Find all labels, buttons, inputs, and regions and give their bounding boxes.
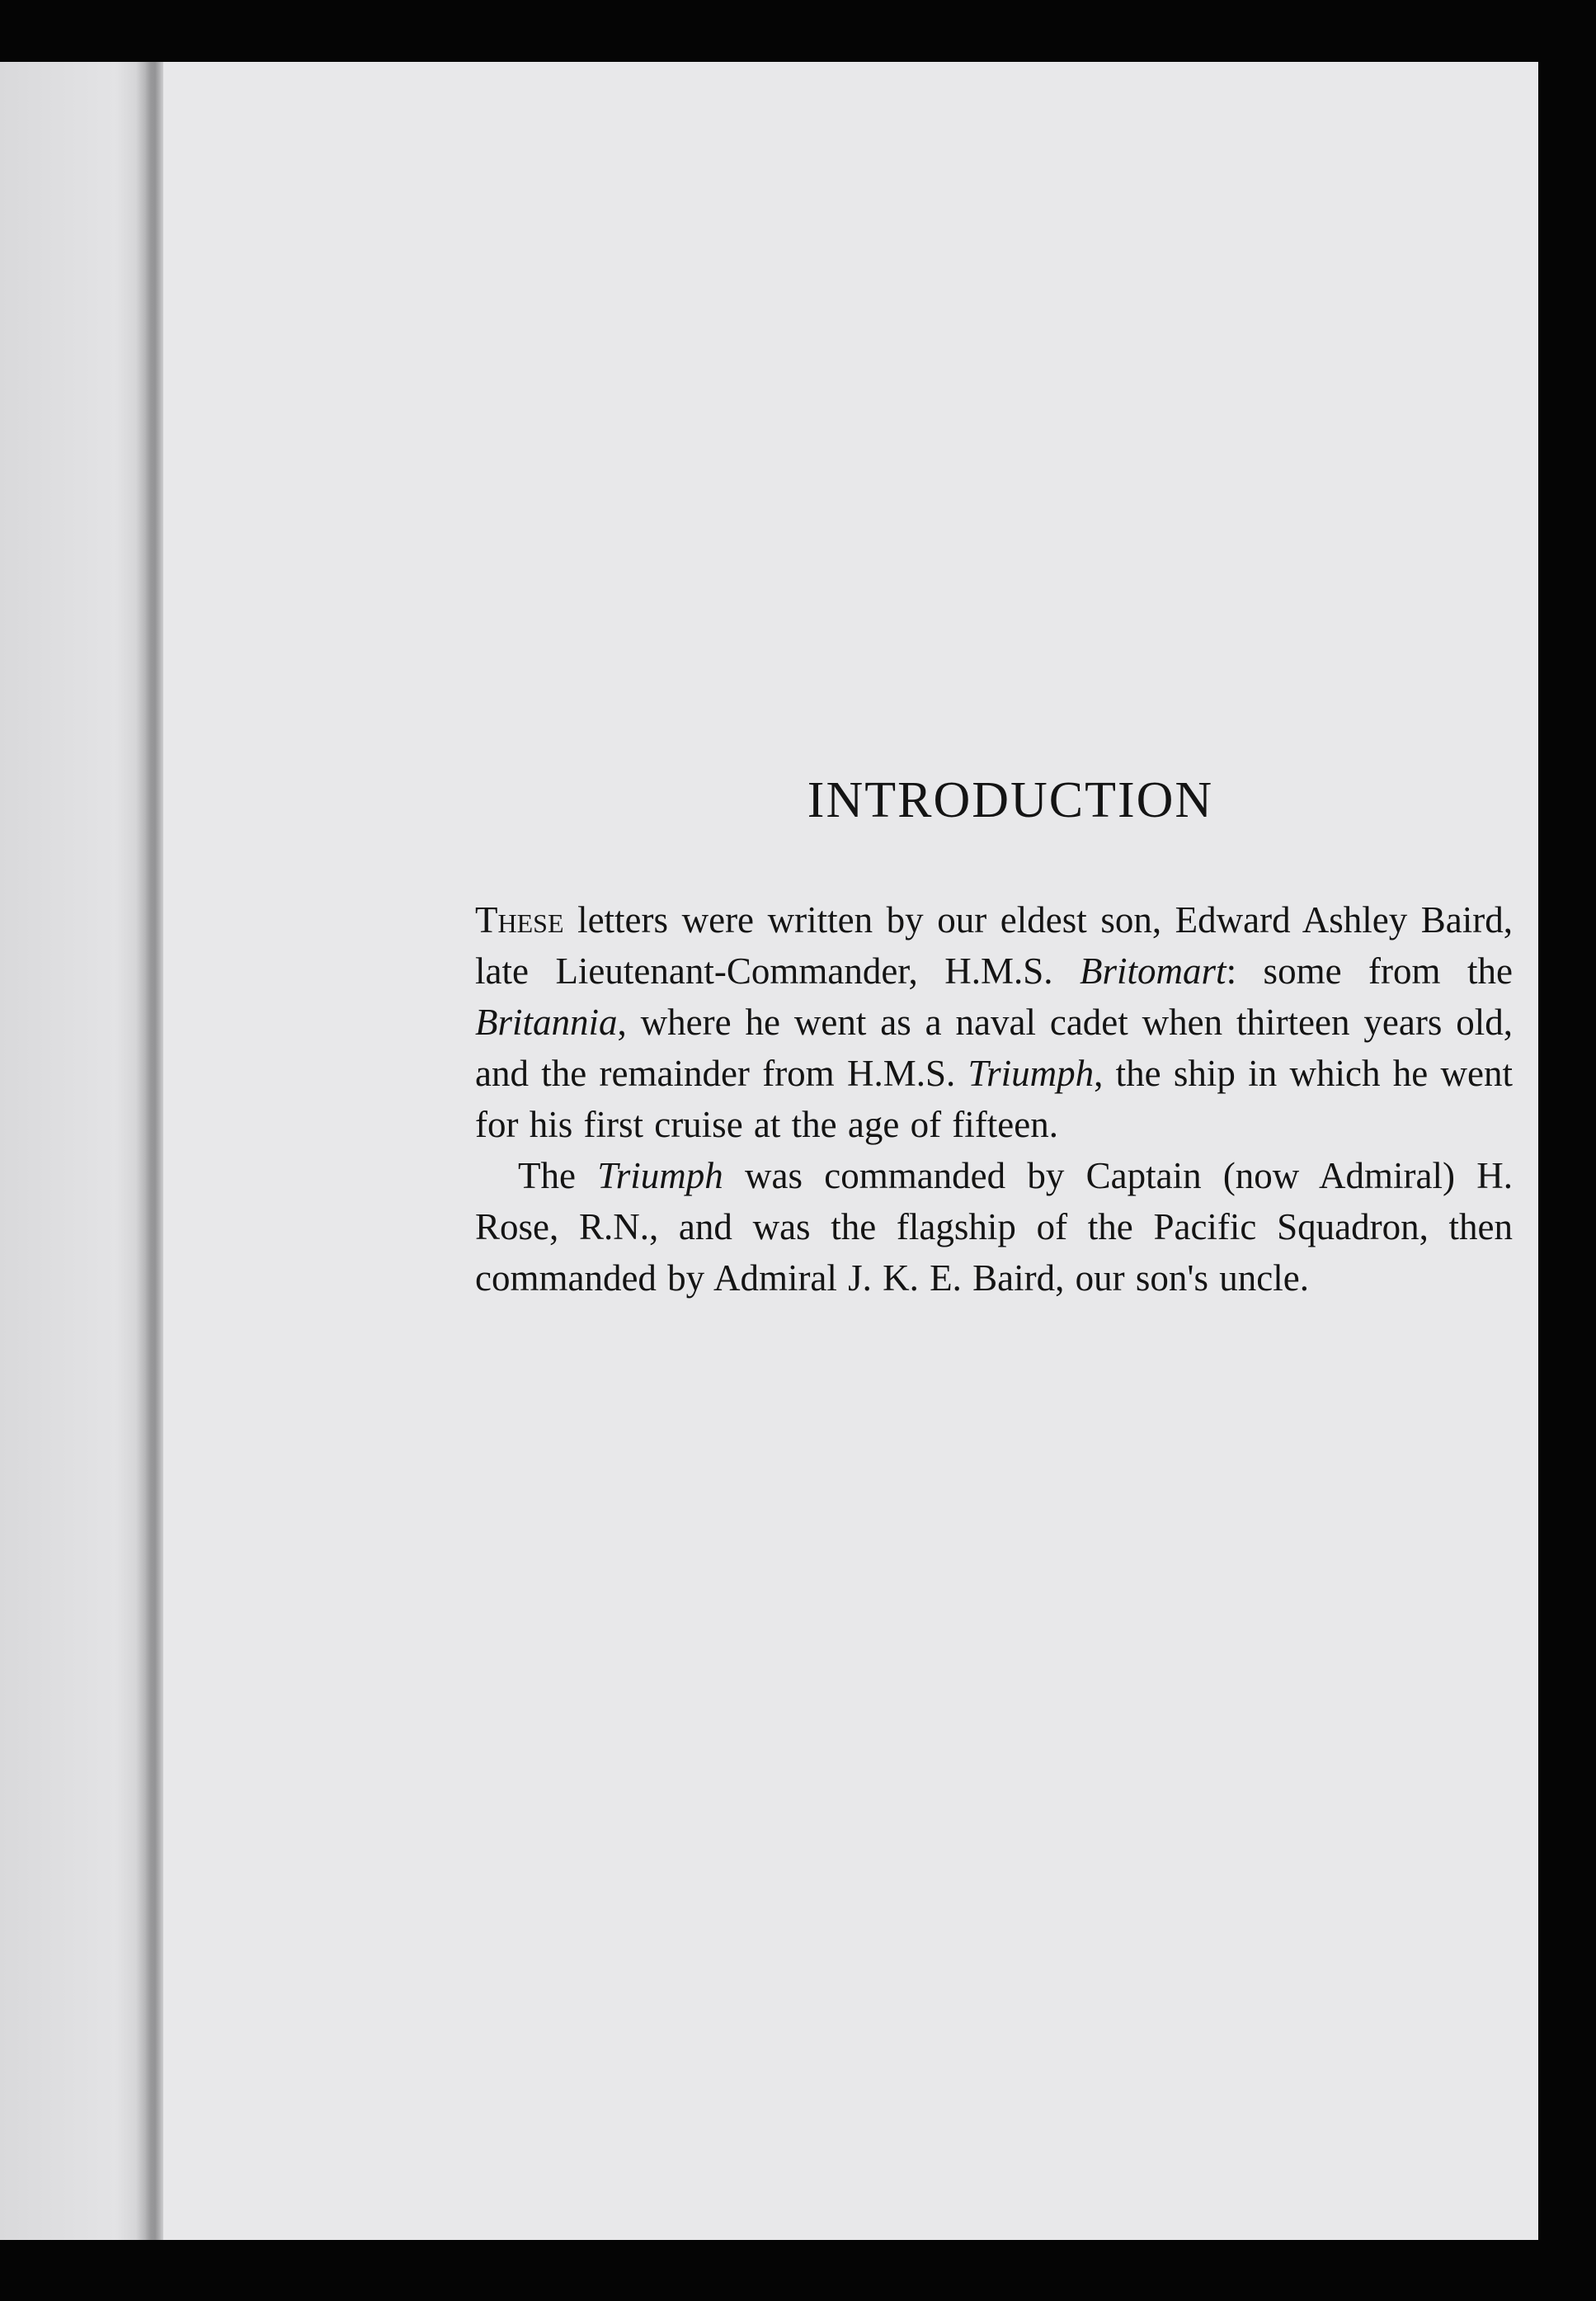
ship-name: Britannia (475, 1002, 618, 1043)
text-run: was commanded by Captain (now Admiral) H. Rose, R.N., and was the flagship of the Pacific Squadron, then commanded by Admiral J. K. E. Baird, our son's uncle. (475, 1155, 1513, 1299)
ship-name: Triumph (597, 1155, 723, 1196)
page-text-block (475, 771, 1513, 1304)
ship-name: Triumph (967, 1053, 1095, 1094)
paragraph-2 (475, 1150, 1513, 1304)
book-page (163, 62, 1538, 2240)
text-run: letters were written by our eldest son, Edward Ashley Baird, late Lieutenant-Commander, H.M.S. (475, 899, 1513, 992)
text-run: , the ship in which he went for his first cruise at the age of fifteen. (475, 1053, 1513, 1145)
page-heading: INTRODUCTION (807, 772, 1214, 828)
text-run: : some from the (1226, 950, 1513, 992)
paragraph-lead-word: These (475, 899, 564, 941)
paragraph-1 (475, 894, 1513, 1150)
text-run: , where he went as a naval cadet when thirteen years old, and the remainder from H.M.S. (475, 1002, 1513, 1094)
ship-name: Britomart (1080, 950, 1226, 992)
text-run: The (518, 1155, 598, 1196)
